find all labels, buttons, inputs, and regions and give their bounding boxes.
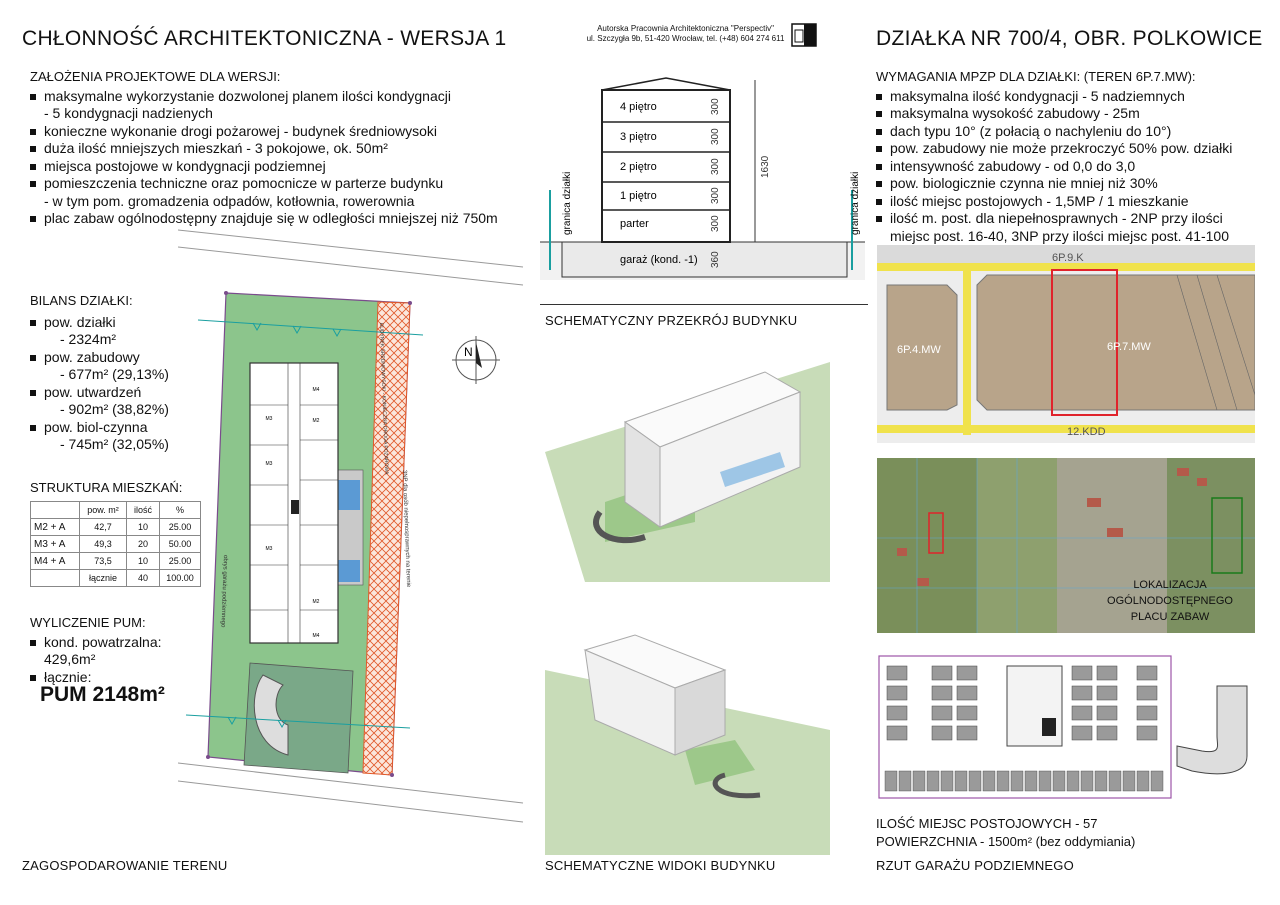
building-section <box>540 70 865 305</box>
balance-title: BILANS DZIAŁKI: <box>30 293 133 308</box>
list-item <box>876 88 1276 106</box>
garage-outline-label: obrys garażu podziemnego <box>219 554 228 628</box>
parking-spot <box>1053 771 1065 791</box>
list-item-text: dach typu 10° (z połacią o nachyleniu do 10°) <box>890 122 1172 139</box>
studio-logo-icon <box>790 20 820 48</box>
list-item-text: duża ilość mniejszych mieszkań - 3 pokojowe, ok. 50m² <box>44 140 388 156</box>
floor-label: 2 piętro <box>620 161 657 173</box>
parking-spot <box>1039 771 1051 791</box>
table-cell: 100.00 <box>160 570 201 587</box>
unit-label: M4 <box>312 633 320 639</box>
list-item <box>876 105 1276 123</box>
list-item <box>876 210 1276 228</box>
floor-height: 300 <box>710 215 721 232</box>
bullet-icon <box>30 146 36 152</box>
list-item-text: maksymalne wykorzystanie dozwolonej planem ilości kondygnacji <box>44 87 451 104</box>
garage-info <box>876 815 1135 851</box>
zoning-map <box>877 245 1255 443</box>
floor-label: 4 piętro <box>620 101 657 113</box>
parking-spot <box>1081 771 1093 791</box>
floor-label: garaż (kond. -1) <box>620 254 698 266</box>
bullet-icon <box>30 355 36 361</box>
list-item-text: pow. biologicznie czynna nie mniej niż 30% <box>890 175 1158 191</box>
list-item-text: ilość m. post. dla niepełnosprawnych - 2NP przy ilości <box>890 210 1223 226</box>
apartments-title: STRUKTURA MIESZKAŃ: <box>30 480 183 495</box>
parking-spot <box>899 771 911 791</box>
parking-spot <box>1151 771 1163 791</box>
table-header-cell <box>31 502 80 519</box>
unit-label: M4 <box>312 387 320 393</box>
studio-info <box>578 24 793 44</box>
zoning-label: 6P.4.MW <box>897 344 941 356</box>
bullet-icon <box>876 216 882 222</box>
bullet-icon <box>876 164 882 170</box>
table-cell: 42,7 <box>80 519 127 536</box>
aerial-photo <box>877 458 1255 633</box>
parking-spot <box>983 771 995 791</box>
list-item-text: maksymalna wysokość zabudowy - 25m <box>890 105 1140 121</box>
total-height: 1630 <box>760 155 771 178</box>
list-item-continuation: - w tym pom. gromadzenia odpadów, kotłownia, rowerownia <box>44 192 415 209</box>
parking-spot <box>941 771 953 791</box>
floor-label: 3 piętro <box>620 131 657 143</box>
bullet-icon <box>876 181 882 187</box>
list-item <box>876 140 1276 158</box>
site-plan <box>178 225 528 865</box>
divider <box>540 304 868 305</box>
bullet-icon <box>876 199 882 205</box>
list-item-text: pomieszczenia techniczne oraz pomocnicze w parterze budynku <box>44 175 444 191</box>
table-row <box>31 536 201 553</box>
table-cell: M3 + A <box>31 536 80 553</box>
list-item <box>876 123 1276 141</box>
unit-label: M2 <box>312 599 320 605</box>
table-cell: 73,5 <box>80 553 127 570</box>
list-item-text: maksymalna ilość kondygnacji - 5 nadziemnych <box>890 87 1185 104</box>
list-item-text: miejsca postojowe w kondygnacji podziemnej <box>44 157 326 174</box>
view-2 <box>545 610 830 855</box>
boundary-label-left: granica działki <box>562 171 573 235</box>
balance-label: pow. zabudowy <box>44 348 140 365</box>
view-1 <box>545 332 830 587</box>
garage-caption: RZUT GARAŻU PODZIEMNEGO <box>876 858 1074 873</box>
section-caption: SCHEMATYCZNY PRZEKRÓJ BUDYNKU <box>545 313 798 328</box>
list-item <box>30 158 530 176</box>
table-cell: 25.00 <box>160 519 201 536</box>
unit-label: M3 <box>265 416 273 422</box>
studio-name: Autorska Pracownia Architektoniczna "Perspectiv" <box>597 24 774 33</box>
floor-height: 300 <box>710 98 721 115</box>
parking-spot <box>927 771 939 791</box>
list-item-continuation: miejsc post. 16-40, 3NP przy ilości miejsc post. 41-100 <box>890 227 1229 244</box>
disabled-parking-label: 3NP dla osób niepełnosprawnych na terenie <box>401 469 412 588</box>
table-cell: 20 <box>127 536 160 553</box>
floor-label: parter <box>620 218 649 230</box>
table-header-cell: pow. m² <box>80 502 127 519</box>
list-item <box>876 175 1276 193</box>
north-arrow-icon <box>452 336 500 384</box>
table-cell: 10 <box>127 519 160 536</box>
list-item <box>30 175 530 193</box>
unit-label: M3 <box>265 546 273 552</box>
table-header-cell: ilość <box>127 502 160 519</box>
apartments-table <box>30 501 201 587</box>
parking-spot <box>969 771 981 791</box>
boundary-label-right: granica działki <box>850 171 861 235</box>
bullet-icon <box>30 216 36 222</box>
bullet-icon <box>30 425 36 431</box>
playground-label: OGÓLNODOSTĘPNEGO <box>1107 595 1233 607</box>
garage-spots: ILOŚĆ MIEJSC POSTOJOWYCH - 57 <box>876 816 1098 831</box>
list-item-text: plac zabaw ogólnodostępny znajduje się w odległości mniejszej niż 750m <box>44 210 498 226</box>
table-cell: M4 + A <box>31 553 80 570</box>
pum-title: WYLICZENIE PUM: <box>30 615 146 630</box>
balance-label: pow. biol-czynna <box>44 418 148 435</box>
studio-address: ul. Szczygła 9b, 51-420 Wrocław, tel. (+48) 604 274 611 <box>586 34 785 43</box>
north-label: N <box>464 345 473 359</box>
table-row <box>31 570 201 587</box>
parking-spot <box>1109 771 1121 791</box>
floor-height: 300 <box>710 158 721 175</box>
table-header-row <box>31 502 201 519</box>
pum-item1-label: kond. powatrzalna: <box>44 633 162 650</box>
bullet-icon <box>30 129 36 135</box>
garage-area: POWIERZCHNIA - 1500m² (bez oddymiania) <box>876 834 1136 849</box>
playground-label: PLACU ZABAW <box>1130 611 1210 623</box>
list-item <box>30 123 530 141</box>
floor-height: 300 <box>710 128 721 145</box>
bullet-icon <box>876 129 882 135</box>
unit-label: M3 <box>265 461 273 467</box>
bullet-icon <box>876 146 882 152</box>
list-item-text: konieczne wykonanie drogi pożarowej - budynek średniowysoki <box>44 122 437 139</box>
table-cell: M2 + A <box>31 519 80 536</box>
unit-label: M2 <box>312 418 320 424</box>
zoning-label: 6P.9.K <box>1052 252 1084 264</box>
floor-label: 1 piętro <box>620 190 657 202</box>
parking-spot <box>1137 771 1149 791</box>
parking-spot <box>1095 771 1107 791</box>
list-item <box>876 193 1276 211</box>
table-row <box>31 519 201 536</box>
pum-item2-label: łącznie: <box>44 668 92 685</box>
balance-value: - 745m² (32,05%) <box>60 436 169 452</box>
parking-spot <box>1011 771 1023 791</box>
balance-label: pow. utwardzeń <box>44 383 142 400</box>
table-cell: 40 <box>127 570 160 587</box>
balance-value: - 677m² (29,13%) <box>60 366 169 382</box>
pum-total: PUM 2148m² <box>40 683 165 706</box>
views-caption: SCHEMATYCZNE WIDOKI BUDYNKU <box>545 858 776 873</box>
table-header-cell: % <box>160 502 201 519</box>
table-cell: 25.00 <box>160 553 201 570</box>
bullet-icon <box>876 94 882 100</box>
parking-spot <box>885 771 897 791</box>
floor-height: 360 <box>710 251 721 268</box>
page-title-left: CHŁONNOŚĆ ARCHITEKTONICZNA - WERSJA 1 <box>22 27 507 50</box>
parking-spot <box>913 771 925 791</box>
table-cell: 50.00 <box>160 536 201 553</box>
balance-label: pow. działki <box>44 313 116 330</box>
balance-value: - 2324m² <box>60 331 117 347</box>
parking-spot <box>1067 771 1079 791</box>
page-title-right: DZIAŁKA NR 700/4, OBR. POLKOWICE <box>876 27 1263 50</box>
assumptions-title: ZAŁOŻENIA PROJEKTOWE DLA WERSJI: <box>30 69 281 84</box>
zoning-label: 6P.7.MW <box>1107 341 1151 353</box>
apartments-section <box>30 480 201 587</box>
list-item <box>30 140 530 158</box>
zoning-label: 12.KDD <box>1067 426 1106 438</box>
table-cell: 49,3 <box>80 536 127 553</box>
table-cell <box>31 570 80 587</box>
list-item <box>30 88 530 106</box>
requirements-title: WYMAGANIA MPZP DLA DZIAŁKI: (TEREN 6P.7.MW): <box>876 69 1196 84</box>
bullet-icon <box>30 390 36 396</box>
site-plan-caption: ZAGOSPODAROWANIE TERENU <box>22 858 228 873</box>
fire-road-label: BUDYNEK ŚREDNIOWYSOKI - KONIECZNA DROGA POŻAROWA <box>378 322 390 475</box>
pum-item1-value: 429,6m² <box>44 651 96 667</box>
list-item-text: intensywność zabudowy - od 0,0 do 3,0 <box>890 157 1136 174</box>
table-row <box>31 553 201 570</box>
table-cell: łącznie <box>80 570 127 587</box>
bullet-icon <box>30 320 36 326</box>
list-item-text: ilość miejsc postojowych - 1,5MP / 1 mieszkanie <box>890 192 1189 209</box>
bullet-icon <box>30 94 36 100</box>
bullet-icon <box>876 111 882 117</box>
bullet-icon <box>30 164 36 170</box>
assumptions-section <box>30 68 530 228</box>
parking-spot <box>1123 771 1135 791</box>
floor-height: 300 <box>710 187 721 204</box>
balance-value: - 902m² (38,82%) <box>60 401 169 417</box>
parking-spot <box>1025 771 1037 791</box>
table-cell: 10 <box>127 553 160 570</box>
parking-spot <box>997 771 1009 791</box>
garage-plan <box>877 646 1255 806</box>
parking-spot <box>955 771 967 791</box>
requirements-section <box>876 68 1276 245</box>
bullet-icon <box>30 181 36 187</box>
playground-label: LOKALIZACJA <box>1133 579 1207 591</box>
list-item-continuation: - 5 kondygnacji nadzienych <box>44 105 213 121</box>
list-item <box>876 158 1276 176</box>
list-item-text: pow. zabudowy nie może przekroczyć 50% pow. działki <box>890 140 1233 156</box>
